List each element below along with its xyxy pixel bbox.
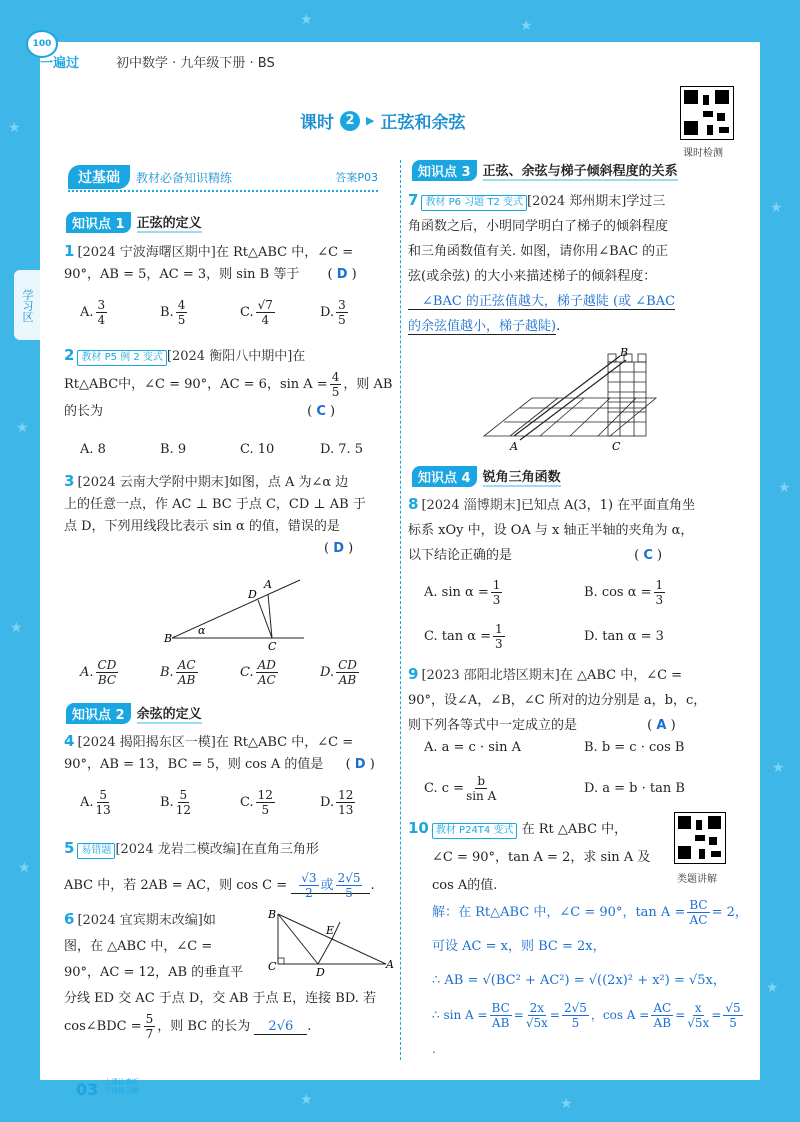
label-a: A xyxy=(386,958,394,971)
question-text: 分线 ED 交 AC 于点 D，交 AB 于点 E，连接 BD. 若 xyxy=(64,991,377,1006)
column-divider xyxy=(400,160,401,1060)
options-row xyxy=(424,740,744,755)
question-source: [2024 宜宾期末改编] xyxy=(77,913,203,928)
question-10: 10 教材 P24T4 变式 在 Rt △ABC 中， ∠C = 90°，tan A = 2，求 sin A 及 cos A的值. xyxy=(408,819,651,893)
question-6: 6 [2024 宜宾期末改编]如 图，在 △ABC 中，∠C = 90°，AC = 12，AB 的垂直平 分线 ED 交 AC 于点 D，交 AB 于点 E，连接 BD. 若 cos∠BDC = $\frac{5}{7}$ ，则 BC 的长为 2√6 . xyxy=(64,910,377,1041)
section-subtitle: 教材必备知识精练 xyxy=(136,170,233,185)
question-text: 和三角函数值有关. 如图，请你用∠BAC 的正 xyxy=(408,244,669,259)
page-number: 03 xyxy=(76,1080,99,1099)
question-badge: 教材 P24T4 变式 xyxy=(432,823,518,839)
option-c: C. $\frac{12}{5}$ xyxy=(240,788,273,817)
question-number: 6 xyxy=(64,910,75,928)
play-arrow-icon: ▶ xyxy=(366,114,375,127)
answer-choice: A xyxy=(656,718,667,733)
border-star: ★ xyxy=(16,420,29,436)
question-5: 5 易错题 [2024 龙岩二模改编]在直角三角形 ABC 中，若 2AB = AC，则 cos C = $\frac{√3}{2}$ 或 $\frac{2√5}{5}$ . xyxy=(64,839,375,900)
label-a: A xyxy=(264,578,272,591)
label-b: B xyxy=(620,348,629,359)
border-star: ★ xyxy=(18,860,31,876)
options-row xyxy=(80,298,400,327)
question-number: 7 xyxy=(408,191,419,209)
kp-heading xyxy=(66,212,202,232)
lesson-name: 正弦和余弦 xyxy=(380,113,466,133)
label-b: B xyxy=(164,632,173,645)
kp-tag: 知识点 1 xyxy=(66,212,131,233)
section-banner xyxy=(68,164,378,192)
option-d: D. $\frac{CD}{AB}$ xyxy=(320,658,357,687)
option-c: C. tan α = $\frac{1}{3}$ xyxy=(424,622,503,651)
option-b: B. b = c · cos B xyxy=(584,740,685,755)
question-source: [2024 衡阳八中期中] xyxy=(166,349,293,364)
question-source: [2023 邵阳北塔区期末] xyxy=(421,668,560,683)
q3-figure xyxy=(160,572,310,652)
question-number: 1 xyxy=(64,242,75,260)
qr-label: 类题讲解 xyxy=(677,874,717,885)
label-alpha: α xyxy=(198,624,206,637)
kp-heading xyxy=(412,466,561,486)
answer-choice: C xyxy=(643,548,653,563)
question-text: 弦(或余弦) 的大小来描述梯子的倾斜程度： xyxy=(408,269,657,284)
question-text: 在 Rt△ABC 中，∠C = xyxy=(215,245,354,260)
question-1: 1 [2024 宁波海曙区期中]在 Rt△ABC 中，∠C = 90°，AB = 5，AC = 3，则 sin B 等于 ( D ) xyxy=(64,242,357,282)
brand-logo: 100 xyxy=(26,30,58,58)
option-d: D. tan α = 3 xyxy=(584,629,664,644)
question-text: 图，在 △ABC 中，∠C = xyxy=(64,939,213,954)
options-row xyxy=(424,622,744,651)
border-star: ★ xyxy=(520,18,533,34)
question-4: 4 [2024 揭阳揭东区一模]在 Rt△ABC 中，∠C = 90°，AB = 13，BC = 5，则 cos A 的值是 ( D ) xyxy=(64,732,375,772)
kp-name: 正弦、余弦与梯子倾斜程度的关系 xyxy=(483,160,678,181)
footer-slogan: 上课认真听 下课练习题 xyxy=(104,1078,139,1095)
question-text: 90°，设∠A，∠B，∠C 所对的边分别是 a，b，c， xyxy=(408,693,707,708)
book-title: 初中数学 · 九年级下册 · BS xyxy=(116,56,275,71)
label-b: B xyxy=(268,908,277,921)
question-badge: 教材 P6 习题 T2 变式 xyxy=(421,195,527,211)
question-text: 上的任意一点，作 AC ⊥ BC 于点 C，CD ⊥ AB 于 xyxy=(64,497,366,512)
solution-block xyxy=(432,896,748,1066)
border-star: ★ xyxy=(766,980,779,996)
kp-tag: 知识点 2 xyxy=(66,703,131,724)
option-a: A. $\frac{5}{13}$ xyxy=(80,788,111,817)
side-tab: 学习区 xyxy=(14,270,40,340)
question-text: 角函数之后，小明同学明白了梯子的倾斜程度 xyxy=(408,219,669,234)
option-b: B. cos α = $\frac{1}{3}$ xyxy=(584,578,664,607)
answer-ref: 答案P03 xyxy=(335,171,378,184)
option-d: D. 7. 5 xyxy=(320,442,364,457)
options-row xyxy=(80,788,400,817)
question-3: 3 [2024 云南大学附中期末]如图，点 A 为∠α 边 上的任意一点，作 AC ⊥ BC 于点 C，CD ⊥ AB 于 点 D，下列用线段比表示 sin α 的值，错误的是 ( D ) xyxy=(64,472,366,556)
kp-name: 锐角三角函数 xyxy=(483,466,561,487)
lesson-prefix: 课时 xyxy=(300,113,334,133)
lesson-title xyxy=(300,108,465,133)
fill-answer: 的余弦值越小，梯子越陡) xyxy=(408,319,557,334)
qr-label: 课时检测 xyxy=(683,148,723,159)
question-text: 90°，AB = 13，BC = 5，则 cos A 的值是 xyxy=(64,757,324,772)
option-d: D. $\frac{3}{5}$ xyxy=(320,298,346,327)
label-d: D xyxy=(248,588,257,601)
label-c: C xyxy=(268,960,277,973)
options-row xyxy=(424,774,744,803)
question-9: 9 [2023 邵阳北塔区期末]在 △ABC 中，∠C = 90°，设∠A，∠B，∠C 所对的边分别是 a，b，c， 则下列各等式中一定成立的是 ( A ) xyxy=(408,665,707,733)
kp-name: 余弦的定义 xyxy=(137,703,202,724)
question-source: [2024 郑州期末] xyxy=(527,194,627,209)
question-text: cos A的值. xyxy=(432,878,498,893)
question-text: 则下列各等式中一定成立的是 xyxy=(408,718,578,733)
question-text: 90°，AC = 12，AB 的垂直平 xyxy=(64,965,244,980)
lesson-number: 2 xyxy=(340,111,360,131)
kp-name: 正弦的定义 xyxy=(137,212,202,233)
question-text: Rt△ABC中，∠C = 90°，AC = 6，sin A = xyxy=(64,377,328,392)
label-e: E xyxy=(326,924,335,937)
question-text: 标系 xOy 中，设 OA 与 x 轴正半轴的夹角为 α， xyxy=(408,523,694,538)
kp-tag: 知识点 4 xyxy=(412,466,477,487)
option-c: C. $\frac{AD}{AC}$ xyxy=(240,658,276,687)
question-source: [2024 云南大学附中期末] xyxy=(77,475,229,490)
option-a: A. $\frac{3}{4}$ xyxy=(80,298,106,327)
option-d: D. $\frac{12}{13}$ xyxy=(320,788,354,817)
question-number: 8 xyxy=(408,495,419,513)
q6-figure xyxy=(266,908,396,978)
question-number: 2 xyxy=(64,346,75,364)
question-7: 7 教材 P6 习题 T2 变式 [2024 郑州期末]学过三 角函数之后，小明同学明白了梯子的倾斜程度 和三角函数值有关. 如图，请你用∠BAC 的正 弦(或余弦) 的大小来描述梯子的倾斜程度： ∠BAC 的正弦值越大，梯子越陡 (或 ∠BAC 的余弦值越小，梯子越陡). xyxy=(408,191,676,334)
question-badge: 教材 P5 例 2 变式 xyxy=(77,350,166,366)
question-text: ABC 中，若 2AB = AC，则 cos C = xyxy=(64,878,288,893)
border-star: ★ xyxy=(8,120,21,136)
question-text: 的长为 xyxy=(64,404,104,419)
options-row xyxy=(424,578,744,607)
qr-code[interactable] xyxy=(674,812,726,864)
question-source: [2024 揭阳揭东区一模] xyxy=(77,735,216,750)
option-c: C. 10 xyxy=(240,442,275,457)
option-a: A. 8 xyxy=(80,442,106,457)
label-a: A xyxy=(510,440,518,453)
answer-choice: D xyxy=(354,757,366,772)
border-star: ★ xyxy=(300,12,313,28)
option-a: A. a = c · sin A xyxy=(424,740,521,755)
border-star: ★ xyxy=(770,200,783,216)
option-d: D. a = b · tan B xyxy=(584,781,685,796)
option-b: B. $\frac{5}{12}$ xyxy=(160,788,191,817)
answer-choice: D xyxy=(333,541,345,556)
border-star: ★ xyxy=(778,480,791,496)
brand-name: 一遍过 xyxy=(40,56,80,71)
border-star: ★ xyxy=(560,1096,573,1112)
question-number: 5 xyxy=(64,839,75,857)
answer-choice: D xyxy=(336,267,348,282)
option-b: B. $\frac{4}{5}$ xyxy=(160,298,186,327)
border-star: ★ xyxy=(772,760,785,776)
border-star: ★ xyxy=(300,1092,313,1108)
fill-answer: 2√6 xyxy=(254,1019,307,1035)
q7-figure xyxy=(480,348,660,458)
option-a: A. $\frac{CD}{BC}$ xyxy=(80,658,117,687)
question-source: [2024 淄博期末] xyxy=(421,498,521,513)
kp-tag: 知识点 3 xyxy=(412,160,477,181)
kp-heading xyxy=(66,703,202,723)
question-8: 8 [2024 淄博期末]已知点 A(3，1) 在平面直角坐 标系 xOy 中，设 OA 与 x 轴正半轴的夹角为 α， 以下结论正确的是 ( C ) xyxy=(408,495,696,563)
question-text: 90°，AB = 5，AC = 3，则 sin B 等于 xyxy=(64,267,300,282)
fill-answer: $\frac{√3}{2}$ 或 $\frac{2√5}{5}$ xyxy=(291,878,370,894)
fill-answer: ∠BAC 的正弦值越大，梯子越陡 (或 ∠BAC xyxy=(408,294,675,310)
label-d: D xyxy=(316,966,325,978)
question-text: cos∠BDC = xyxy=(64,1019,142,1034)
question-text: ∠C = 90°，tan A = 2，求 sin A 及 xyxy=(432,850,651,865)
question-badge: 易错题 xyxy=(77,843,115,859)
option-b: B. 9 xyxy=(160,442,187,457)
kp-heading xyxy=(412,160,678,180)
border-star: ★ xyxy=(10,620,23,636)
question-number: 9 xyxy=(408,665,419,683)
question-source: [2024 龙岩二模改编] xyxy=(115,842,241,857)
option-b: B. $\frac{AC}{AB}$ xyxy=(160,658,196,687)
section-label: 过基础 xyxy=(68,165,130,189)
label-c: C xyxy=(268,640,277,652)
solution-line: 可设 AC = x，则 BC = 2x， xyxy=(432,939,606,954)
option-c: C. c = $\frac{b}{\text{sin A}}$ xyxy=(424,774,497,803)
answer-choice: C xyxy=(316,404,326,419)
question-number: 3 xyxy=(64,472,75,490)
question-2: 2 教材 P5 例 2 变式 [2024 衡阳八中期中]在 Rt△ABC中，∠C = 90°，AC = 6，sin A = $\frac{4}{5}$ ，则 AB 的长为 ( C ) xyxy=(64,346,393,419)
options-row xyxy=(80,658,400,687)
solution-line: 解：在 Rt△ABC 中，∠C = 90°，tan A = $\frac{BC}{AC}$ = 2， xyxy=(432,898,748,927)
solution-line: ∴ sin A = $\frac{BC}{AB}$ = $\frac{2x}{√5x}$ = $\frac{2√5}{5}$ ，cos A = $\frac{AC}{AB}$ = $\frac{x}{√5x}$ = $\frac{√5}{5}$ . xyxy=(432,1001,741,1056)
question-source: [2024 宁波海曙区期中] xyxy=(77,245,216,260)
options-row xyxy=(80,442,400,457)
question-number: 4 xyxy=(64,732,75,750)
question-text: 以下结论正确的是 xyxy=(408,548,513,563)
label-c: C xyxy=(612,440,621,453)
qr-code[interactable] xyxy=(680,86,734,140)
solution-line: ∴ AB = √(BC² + AC²) = √((2x)² + x²) = √5x， xyxy=(432,973,726,988)
option-c: C. $\frac{√7}{4}$ xyxy=(240,298,273,327)
question-number: 10 xyxy=(408,819,429,837)
question-text: 点 D，下列用线段比表示 sin α 的值，错误的是 xyxy=(64,519,340,534)
option-a: A. sin α = $\frac{1}{3}$ xyxy=(424,578,501,607)
